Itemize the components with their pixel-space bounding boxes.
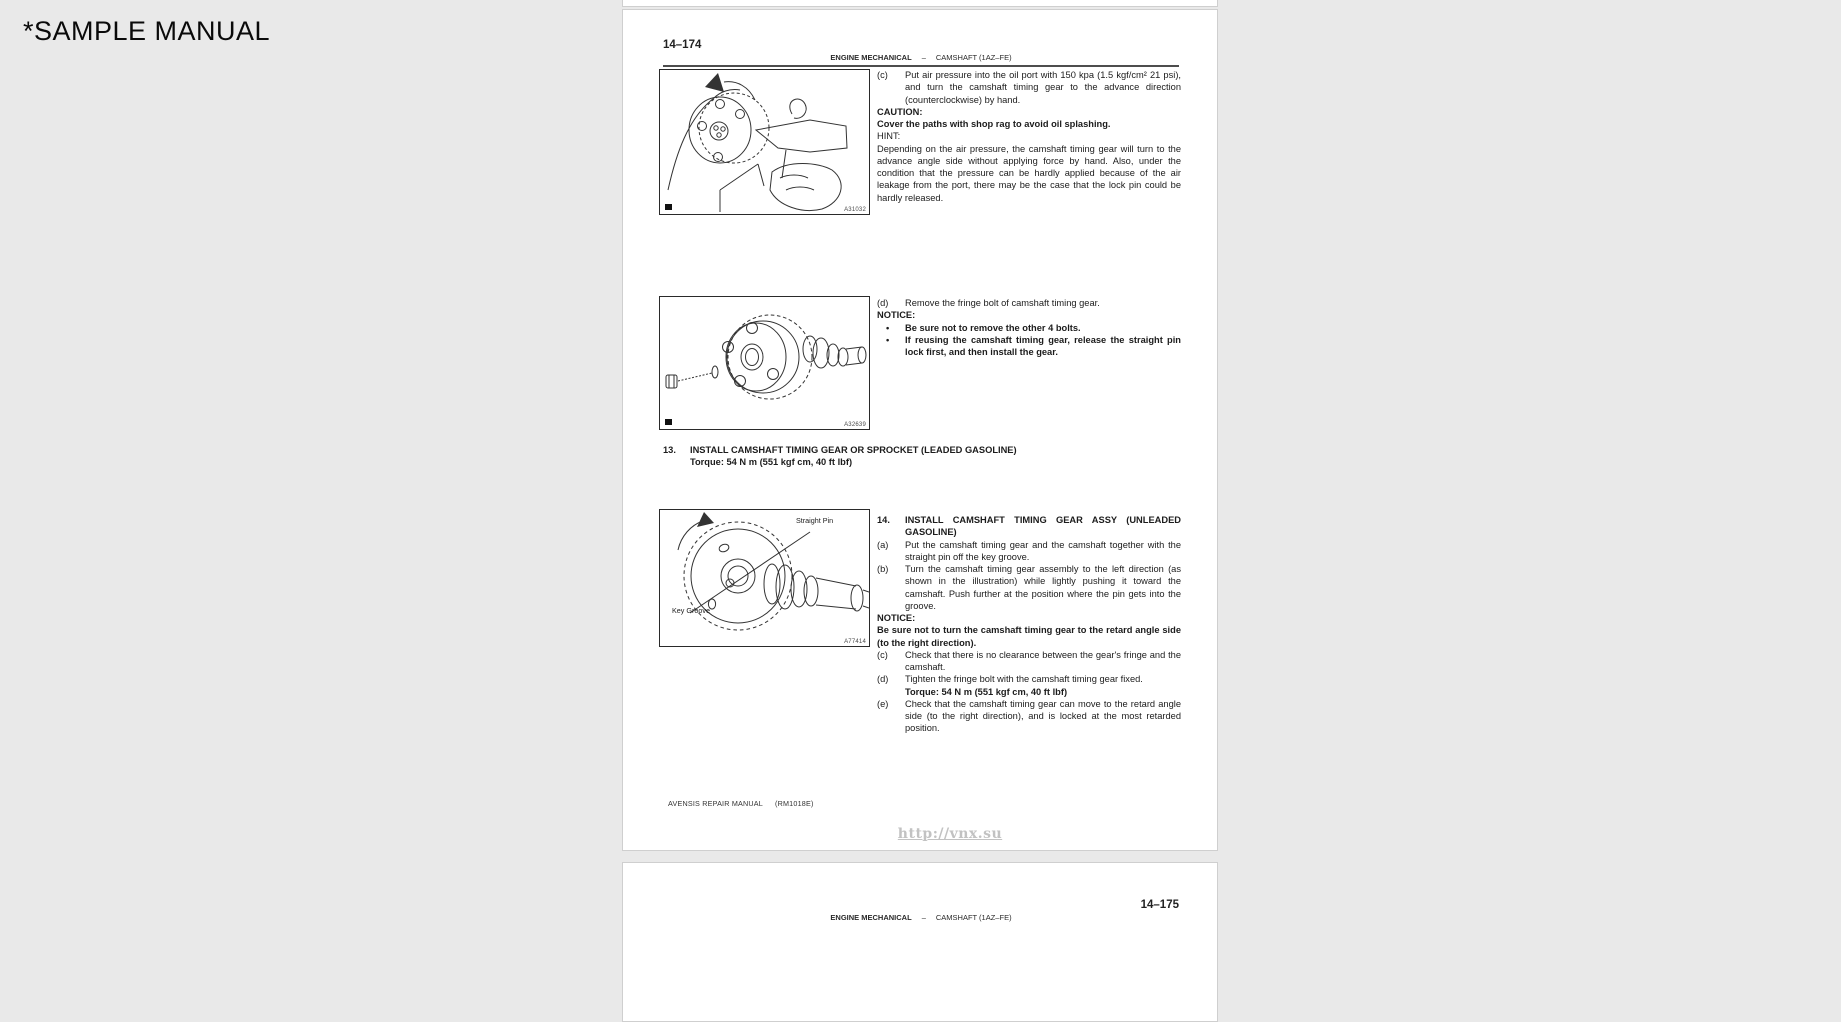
list-marker: (a) [877,539,889,550]
figure-code: A32639 [844,422,866,428]
sprocket-keygroove-drawing [660,510,869,646]
header-title: CAMSHAFT (1AZ–FE) [935,913,1012,922]
step-14-title: INSTALL CAMSHAFT TIMING GEAR ASSY (UNLEADED GASOLINE) [905,515,1181,538]
camshaft-air-gun-drawing [660,70,869,214]
step-14-title-row [877,514,1181,539]
paragraph-text: Remove the fringe bolt of camshaft timing gear. [905,298,1100,308]
site-watermark: http://vnx.su [897,826,1003,842]
straight-pin-label: Straight Pin [796,516,834,525]
paragraph-text: Turn the camshaft timing gear assembly to the left direction (as shown in the illustration) while lightly pushing it toward the camshaft. Push further at the position where the pin gets into the groove. [905,564,1181,611]
hint-heading: HINT: [877,131,901,142]
list-marker: (c) [877,70,888,80]
paragraph [877,69,1181,106]
step-13-block [663,444,1181,469]
exploded-gear-drawing [660,297,869,429]
figure-fringe-bolt-illustration [659,296,870,430]
bullet-text: If reusing the camshaft timing gear, release the straight pin lock first, and then install the gear. [905,334,1181,357]
previous-page-bottom-edge [622,0,1218,7]
list-marker: (d) [877,298,889,308]
header-separator: – [921,53,926,62]
paragraph-text: Check that the camshaft timing gear can move to the retard angle side (to the right direction), and is locked at the most retarded position. [905,698,1181,734]
bullet-icon: • [886,322,890,333]
list-marker: (e) [877,698,889,709]
step-d-block [877,297,1181,358]
step-13-title: INSTALL CAMSHAFT TIMING GEAR OR SPROCKET (LEADED GASOLINE) [690,445,1017,455]
paragraph [877,673,1181,685]
figure-air-pressure-illustration [659,69,870,215]
notice-heading: NOTICE: [877,613,916,623]
page-number: 14–175 [1140,899,1179,911]
step-13-title-row [663,444,1181,456]
paragraph [877,563,1181,612]
figure-code: A31032 [844,207,866,213]
paragraph [877,297,1181,309]
notice-text: Be sure not to turn the camshaft timing gear to the retard angle side (to the right direction). [877,625,1181,648]
figure-stamp-icon [665,204,672,210]
paragraph-text: Tighten the fringe bolt with the camshaft timing gear fixed. [905,674,1143,685]
figure-straight-pin-illustration [659,509,870,647]
list-marker: (d) [877,674,889,685]
step-14-torque: Torque: 54 N m (551 kgf cm, 40 ft lbf) [905,686,1068,697]
footer-manual-code: (RM1018E) [775,799,814,808]
paragraph-text: Check that there is no clearance between the gear's fringe and the camshaft. [905,649,1181,672]
header-section: ENGINE MECHANICAL [830,913,912,922]
paragraph-text: Put air pressure into the oil port with 150 kpa (1.5 kgf/cm² 21 psi), and turn the camshaft timing gear to the advance direction (counterclockwise) by hand. [905,70,1181,105]
page-header [663,913,1179,922]
key-groove-label: Key Groove [672,606,710,615]
notice-bullet [877,334,1181,359]
page-number: 14–174 [663,39,702,51]
figure-stamp-icon [665,419,672,425]
paragraph [877,539,1181,564]
footer-manual-name: AVENSIS REPAIR MANUAL [668,799,763,808]
step-c-block [877,69,1181,204]
notice-heading: NOTICE: [877,310,916,321]
list-marker: 14. [877,515,890,525]
list-marker: 13. [663,445,676,455]
list-marker: (b) [877,564,889,574]
notice-bullet [877,322,1181,334]
figure-code: A77414 [844,639,866,645]
paragraph-text: Put the camshaft timing gear and the camshaft together with the straight pin off the key groove. [905,539,1181,562]
hint-text: Depending on the air pressure, the camshaft timing gear will turn to the advance angle side without applying force by hand. Also, under the condition that the pressure can be hardly applied because of the air leakage from the port, there may be the case that the lock pin could be hardly released. [877,143,1181,203]
sample-manual-label: *SAMPLE MANUAL [23,16,271,46]
header-title: CAMSHAFT (1AZ–FE) [935,53,1012,62]
manual-page-175 [622,862,1218,1022]
header-rule [663,65,1179,67]
step-14-block [877,514,1181,735]
header-separator: – [921,913,926,922]
footer [668,799,814,808]
caution-text: Cover the paths with shop rag to avoid oil splashing. [877,119,1111,129]
step-13-torque: Torque: 54 N m (551 kgf cm, 40 ft lbf) [690,457,853,468]
bullet-text: Be sure not to remove the other 4 bolts. [905,322,1081,333]
caution-heading: CAUTION: [877,106,923,117]
manual-page-174 [622,9,1218,851]
page-header [663,53,1179,62]
bullet-icon: • [886,334,890,345]
header-section: ENGINE MECHANICAL [830,53,912,62]
paragraph [877,698,1181,735]
paragraph [877,649,1181,674]
list-marker: (c) [877,649,888,660]
